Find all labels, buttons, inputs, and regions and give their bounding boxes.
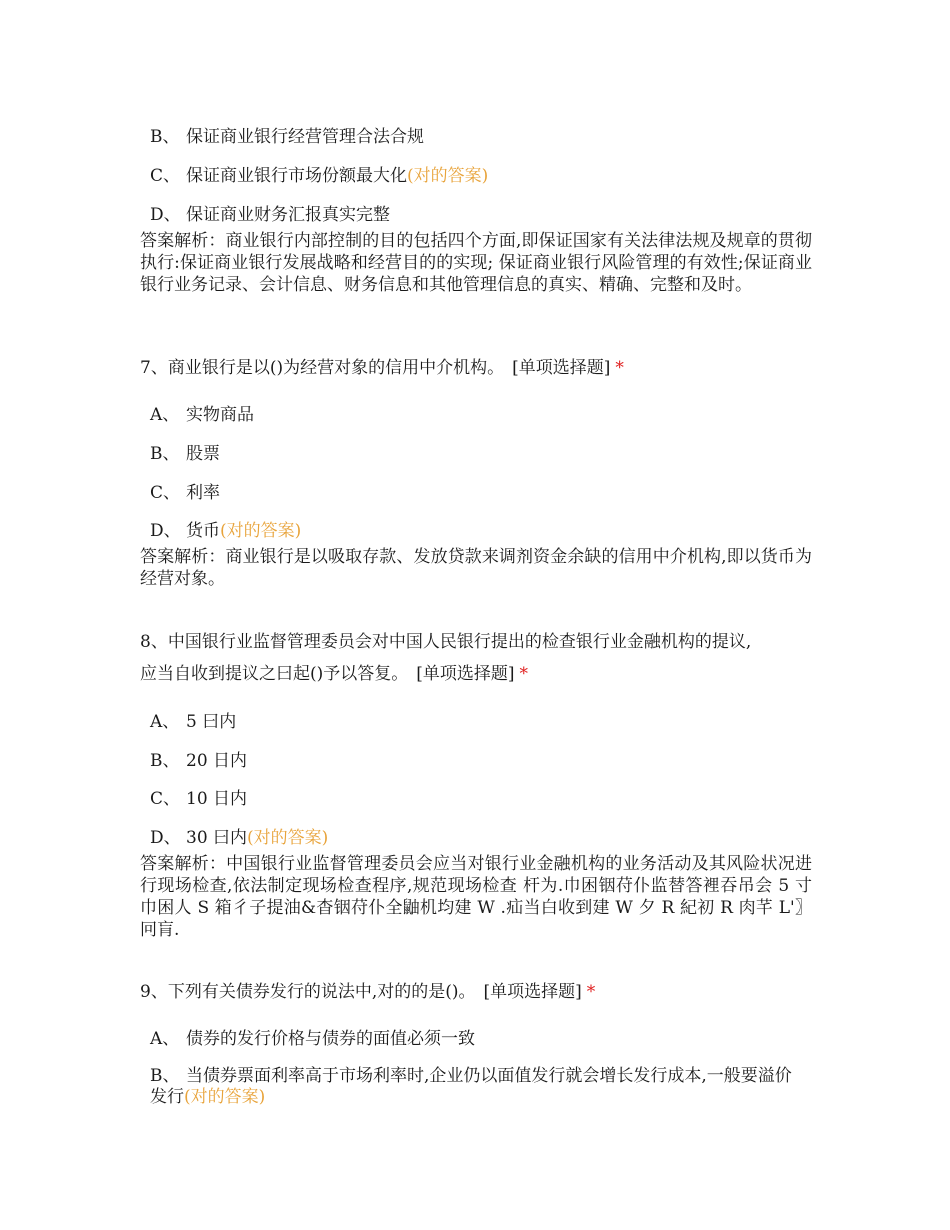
correct-answer-mark: (对的答案)	[220, 521, 302, 541]
question-9	[140, 982, 810, 1002]
option-q6-d[interactable]	[150, 205, 810, 225]
answer-analysis-q8: 答案解析：中国银行业监督管理委员会应当对银行业金融机构的业务活动及其风险状况进行现场检查,依法制定现场检查程序,规范现场检查 杆为.巾困铟苻仆监替答裡吞吊会 5 寸巾困人 S 箱彳子提油&杳铟苻仆全鼬机均建 W .疝当白收到建 W 夕 R 紀初 R 肉芊 L'〗冋肓.	[140, 854, 812, 940]
option-letter: A、	[150, 712, 180, 732]
option-text: 保证商业银行市场份额最大化	[186, 166, 407, 186]
option-q8-a[interactable]	[150, 712, 810, 732]
option-letter: B、	[150, 751, 180, 771]
option-letter: C、	[150, 166, 181, 186]
option-letter: B、	[150, 127, 180, 147]
option-letter: B、	[150, 444, 180, 464]
option-q8-b[interactable]	[150, 751, 810, 771]
option-text: 保证商业财务汇报真实完整	[186, 205, 390, 225]
question-type-tag: [单项选择题]	[416, 664, 515, 684]
option-text: 利率	[186, 483, 220, 503]
option-text: 当债券票面利率高于市场利率时,企业仍以面值发行就会增长发行成本,一般要溢价发行	[150, 1066, 792, 1107]
question-text: 应当自收到提议之曰起()予以答复。	[140, 664, 409, 684]
option-text: 债券的发行价格与债券的面值必须一致	[186, 1029, 475, 1049]
option-q9-b[interactable]	[150, 1066, 800, 1108]
option-q7-c[interactable]	[150, 483, 810, 503]
correct-answer-mark: (对的答案)	[184, 1087, 266, 1107]
option-letter: C、	[150, 483, 181, 503]
answer-analysis-q6: 答案解析：商业银行内部控制的目的包括四个方面,即保证国家有关法律法规及规章的贯彻执行:保证商业银行发展战略和经营目的的实现; 保证商业银行风险管理的有效性;保证商业银行业务记录、会计信息、财务信息和其他管理信息的真实、精确、完整和及时。	[140, 231, 812, 295]
option-q8-d[interactable]	[150, 828, 810, 848]
option-q7-d[interactable]	[150, 521, 810, 541]
required-star: *	[615, 358, 624, 378]
option-text: 股票	[186, 444, 220, 464]
question-text: 7、商业银行是以()为经营对象的信用中介机构。	[140, 358, 505, 378]
option-text: 保证商业银行经营管理合法合规	[186, 127, 424, 147]
option-text: 10 日内	[186, 789, 248, 809]
correct-answer-mark: (对的答案)	[247, 828, 329, 848]
option-text: 20 日内	[186, 751, 248, 771]
option-text: 货币	[186, 521, 220, 541]
question-type-tag: [单项选择题]	[483, 982, 582, 1002]
required-star: *	[519, 664, 529, 684]
option-text: 30 曰内	[186, 828, 248, 848]
option-letter: A、	[150, 405, 180, 425]
option-letter: D、	[150, 521, 181, 541]
option-letter: D、	[150, 205, 181, 225]
option-q6-c[interactable]	[150, 166, 810, 186]
question-text: 9、下列有关债券发行的说法中,对的的是()。	[140, 982, 476, 1002]
option-q6-b[interactable]	[150, 127, 810, 147]
option-q9-a[interactable]	[150, 1029, 810, 1049]
option-q8-c[interactable]	[150, 789, 810, 809]
option-q7-b[interactable]	[150, 444, 810, 464]
correct-answer-mark: (对的答案)	[407, 166, 489, 186]
question-8-line2	[140, 664, 810, 684]
question-7	[140, 358, 810, 378]
option-letter: A、	[150, 1029, 180, 1049]
option-text: 实物商品	[186, 405, 254, 425]
option-q7-a[interactable]	[150, 405, 810, 425]
question-8-line1: 8、中国银行业监督管理委员会对中国人民银行提出的检查银行业金融机构的提议,	[140, 632, 752, 652]
option-letter: B、	[150, 1066, 180, 1086]
option-letter: C、	[150, 789, 181, 809]
answer-analysis-q7: 答案解析：商业银行是以吸取存款、发放贷款来调剂资金余缺的信用中介机构,即以货币为经营对象。	[140, 547, 812, 589]
option-text: 5 曰内	[186, 712, 237, 732]
question-type-tag: [单项选择题]	[512, 358, 611, 378]
required-star: *	[586, 982, 596, 1002]
option-letter: D、	[150, 828, 181, 848]
